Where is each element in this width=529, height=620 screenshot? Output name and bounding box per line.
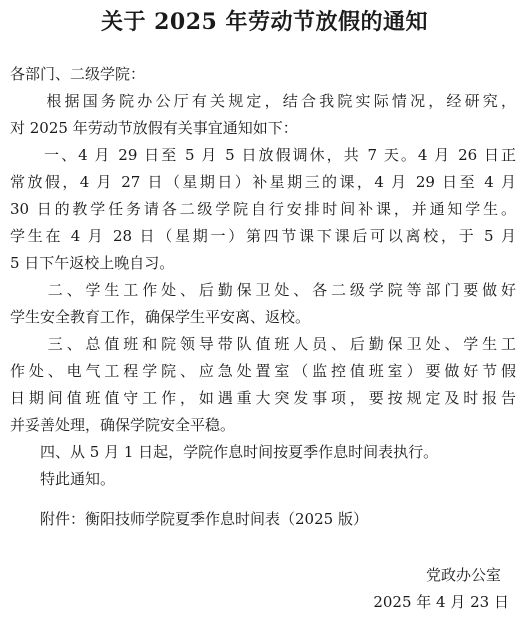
paragraph-item-1-line-2: 常放假，4 月 27 日（星期日）补星期三的课，4 月 29 日至 4 月 [10,173,516,191]
document-title: 关于 2025 年劳动节放假的通知 [100,9,429,35]
paragraph-item-3-line-4: 并妥善处理，确保学院安全平稳。 [10,416,236,434]
paragraph-item-2-line-2: 学生安全教育工作，确保学生平安离、返校。 [10,308,311,326]
paragraph-item-1-line-4: 学生在 4 月 28 日（星期一）第四节课下课后可以离校，于 5 月 [10,227,516,245]
issue-date: 2025 年 4 月 23 日 [373,593,509,611]
paragraph-intro-line-1: 根据国务院办公厅有关规定，结合我院实际情况，经研究， [10,92,516,110]
paragraph-item-2-line-1: 二、学生工作处、后勤保卫处、各二级学院等部门要做好 [10,281,516,299]
paragraph-item-4-line-1: 四、从 5 月 1 日起，学院作息时间按夏季作息时间表执行。 [10,443,439,461]
paragraph-item-1-line-5: 5 日下午返校上晚自习。 [10,254,175,272]
closing-text: 特此通知。 [10,470,116,488]
paragraph-item-3-line-2: 作处、电气工程学院、应急处置室（监控值班室）要做好节假 [10,362,516,380]
issuer-name: 党政办公室 [425,566,501,584]
paragraph-item-3-line-3: 日期间值班值守工作，如遇重大突发事项，要按规定及时报告 [10,389,516,407]
attachment-line: 附件：衡阳技师学院夏季作息时间表（2025 版） [10,510,368,528]
paragraph-item-3-line-1: 三、总值班和院领导带队值班人员、后勤保卫处、学生工 [10,335,516,353]
paragraph-item-1-line-1: 一、4 月 29 日至 5 月 5 日放假调休，共 7 天。4 月 26 日正 [10,146,516,164]
salutation: 各部门、二级学院： [10,65,146,83]
paragraph-intro-line-2: 对 2025 年劳动节放假有关事宜通知如下： [10,119,298,137]
paragraph-item-1-line-3: 30 日的教学任务请各二级学院自行安排时间补课，并通知学生。 [10,200,516,218]
